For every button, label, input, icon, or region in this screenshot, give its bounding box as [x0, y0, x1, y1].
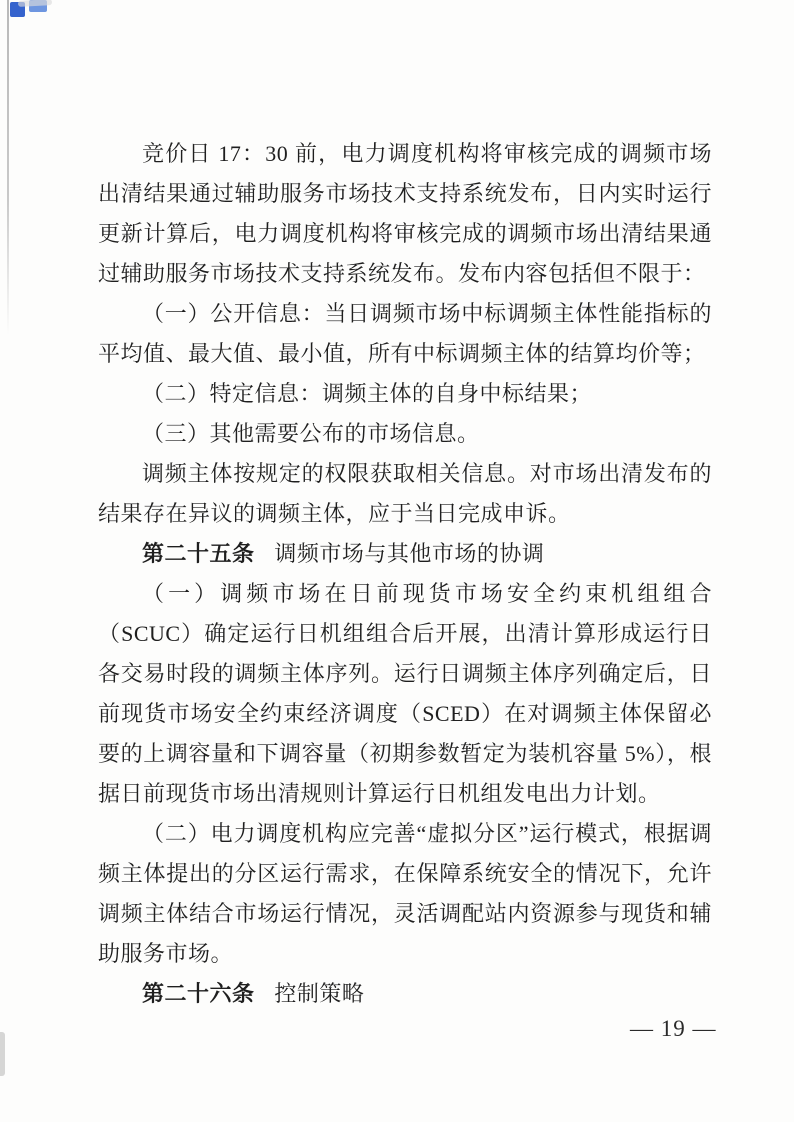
article-number: 第二十五条 — [142, 541, 255, 566]
scan-smudge-bottom — [0, 1032, 5, 1076]
article-number: 第二十六条 — [142, 981, 255, 1006]
scan-edge-line — [7, 0, 9, 335]
body-paragraph: （二）特定信息：调频主体的自身中标结果； — [142, 381, 593, 406]
page-number: — 19 — — [630, 1016, 717, 1041]
document-body — [98, 134, 712, 1014]
body-paragraph: （三）其他需要公布的市场信息。 — [142, 421, 480, 446]
body-paragraph: （二）电力调度机构应完善“虚拟分区”运行模式，根据调频主体提出的分区运行需求，在保障系统安全的情况下，允许调频主体结合市场运行情况，灵活调配站内资源参与现货和辅助服务市场。 — [98, 821, 712, 966]
body-paragraph: 调频主体按规定的权限获取相关信息。对市场出清发布的结果存在异议的调频主体，应于当日完成申诉。 — [98, 461, 712, 526]
body-paragraph: （一）公开信息：当日调频市场中标调频主体性能指标的平均值、最大值、最小值，所有中标调频主体的结算均价等； — [98, 301, 712, 366]
body-paragraph: （一）调频市场在日前现货市场安全约束机组组合（SCUC）确定运行日机组组合后开展，出清计算形成运行日各交易时段的调频主体序列。运行日调频主体序列确定后，日前现货市场安全约束经济调度（SCED）在对调频主体保留必要的上调容量和下调容量（初期参数暂定为装机容量 5%），根据日前现货市场出清规则计算运行日机组发电出力计划。 — [98, 581, 712, 806]
article-heading — [98, 534, 712, 574]
article-heading — [98, 974, 712, 1014]
article-title: 控制策略 — [274, 981, 365, 1006]
body-paragraph: 竞价日 17：30 前，电力调度机构将审核完成的调频市场出清结果通过辅助服务市场技术支持系统发布，日内实时运行更新计算后，电力调度机构将审核完成的调频市场出清结果通过辅助服务市场技术支持系统发布。发布内容包括但不限于： — [98, 141, 712, 286]
article-title: 调频市场与其他市场的协调 — [274, 541, 545, 566]
